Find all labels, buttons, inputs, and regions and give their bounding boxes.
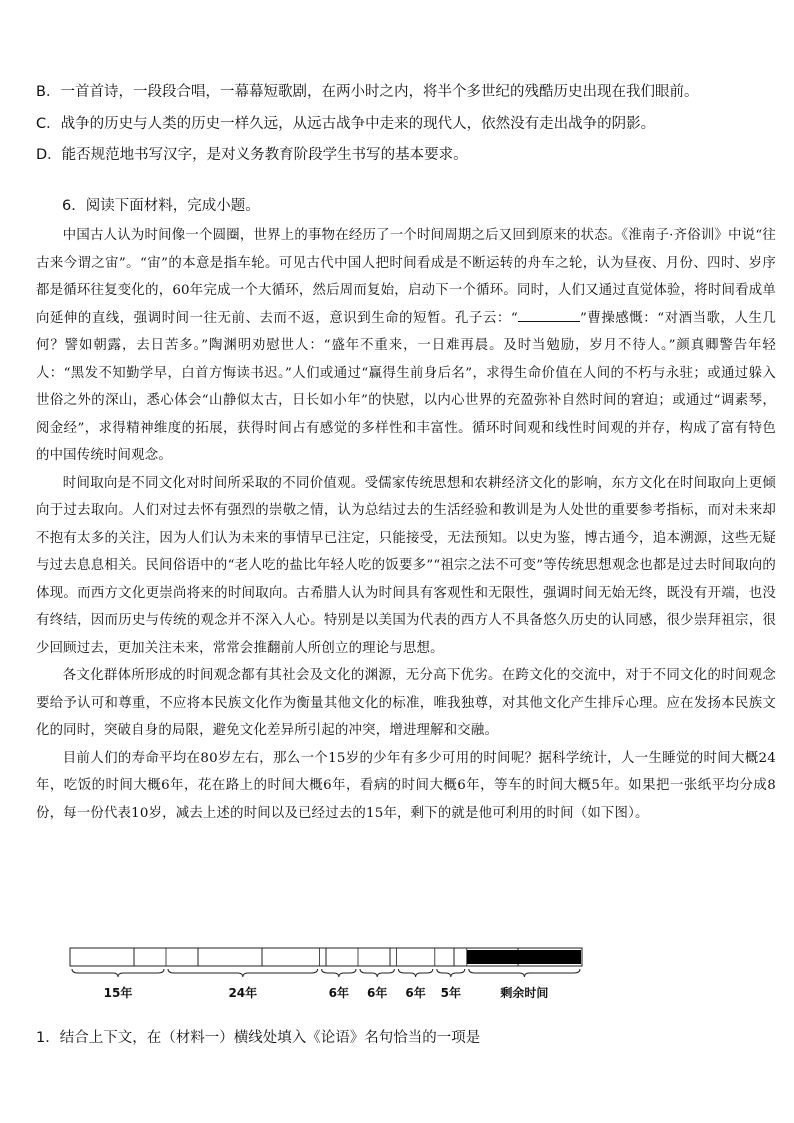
- segment-label: 5年: [440, 986, 461, 1000]
- passage-paragraph-3: 各文化群体所形成的时间观念都有其社会及文化的渊源，无分高下优劣。在跨文化的交流中，对于不同文化的时间观念要给予认可和尊重，不应将本民族文化作为衡量其他文化的标准，唯我独尊，对其他文化产生排斥心理。应在发扬本民族文化的同时，突破自身的局限，避免文化差异所引起的冲突，增进理解和交融。: [36, 668, 776, 738]
- segment-label: 15年: [103, 986, 133, 1000]
- segment-label: 6年: [367, 986, 388, 1000]
- passage-paragraph-1: [36, 222, 776, 470]
- question-heading: 6．阅读下面材料，完成小题。: [62, 198, 260, 214]
- fill-in-blank[interactable]: [518, 307, 580, 322]
- segment-brace: [72, 969, 164, 977]
- segment-label: 6年: [328, 986, 349, 1000]
- segment-brace: [168, 969, 318, 977]
- passage-paragraph-2: 时间取向是不同文化对时间所采取的不同价值观。受儒家传统思想和农耕经济文化的影响，东方文化在时间取向上更倾向于过去取向。人们对过去怀有强烈的崇敬之情，认为总结过去的生活经验和教训是为人处世的重要参考指标，而对未来却不抱有太多的关注，因为人们认为未来的事情早已注定，只能接受，无法预知。以史为鉴，博古通今，追本溯源，这些无疑与过去息息相关。民间俗语中的“老人吃的盐比年轻人吃的饭要多”“祖宗之法不可变”等传统思想观念也都是过去时间取向的体现。而西方文化更崇尚将来的时间取向。古希腊人认为时间具有客观性和无限性，强调时间无始无终，既没有开端，也没有终结，因而历史与传统的观念并不深入人心。特别是以美国为代表的西方人不具备悠久历史的认同感，很少崇拜祖宗，很少回顾过去，更加关注未来，常常会推翻前人所创立的理论与思想。: [36, 475, 776, 656]
- timeline-braces: [72, 969, 580, 977]
- segment-brace: [437, 969, 465, 977]
- segment-brace: [322, 969, 356, 977]
- passage-p1-part-a: 中国古人认为时间像一个圆圈，世界上的事物在经历了一个时间周期之后又回到原来的状态。《淮南子·齐俗训》中说“往古来今谓之宙”。“宙”的本意是指车轮。可见古代中国人把时间看成是不断运转的舟车之轮，认为昼夜、月份、四时、岁序都是循环往复变化的，60年完成一个大循环，然后周而复始，启动下一个循环。同时，人们又通过直觉体验，将时间看成单向延伸的直线，强调时间一往无前、去而不返，意识到生命的短暂。孔子云：“: [36, 228, 776, 326]
- segment-label: 6年: [405, 986, 426, 1000]
- segment-brace: [398, 969, 432, 977]
- segment-brace: [360, 969, 394, 977]
- segment-brace: [469, 969, 580, 977]
- sub-question-1: 1．结合上下文，在（材料一）横线处填入《论语》名句恰当的一项是: [36, 1030, 481, 1046]
- timeline-bar: [70, 948, 582, 966]
- option-c: C．战争的历史与人类的历史一样久远，从远古战争中走来的现代人，依然没有走出战争的阴影。: [36, 116, 656, 132]
- timeline-labels: [104, 985, 549, 1000]
- passage-paragraph-4: 目前人们的寿命平均在80岁左右，那么一个15岁的少年有多少可用的时间呢？据科学统计，人一生睡觉的时间大概24年，吃饭的时间大概6年，花在路上的时间大概6年，看病的时间大概6年，等车的时间大概5年。如果把一张纸平均分成8份，每一份代表10岁，减去上述的时间以及已经过去的15年，剩下的就是他可利用的时间（如下图）。: [36, 750, 776, 821]
- remaining-time-fill: [467, 950, 581, 964]
- option-b: B．一首首诗，一段段合唱，一幕幕短歌剧，在两小时之内，将半个多世纪的残酷历史出现在我们眼前。: [36, 84, 699, 100]
- option-d: D．能否规范地书写汉字，是对义务教育阶段学生书写的基本要求。: [36, 147, 468, 163]
- life-time-diagram: [60, 938, 600, 1018]
- segment-label: 24年: [228, 986, 258, 1000]
- reading-passage: [36, 222, 776, 827]
- passage-p1-part-b: ”曹操感慨：“对酒当歌，人生几何？譬如朝露，去日苦多。”陶渊明劝慰世人：“盛年不重来，一日难再晨。及时当勉励，岁月不待人。”颜真卿警告年轻人：“黑发不知勤学早，白首方悔读书迟。”人们或通过“赢得生前身后名”，求得生命价值在人间的不朽与永驻；或通过躲入世俗之外的深山，悉心体会“山静似太古，日长如小年”的快慰，以内心世界的充盈弥补自然时间的窘迫；或通过“调素琴，阅金经”，求得精神维度的拓展，获得时间占有感觉的多样性和丰富性。循环时间观和线性时间观的并存，构成了富有特色的中国传统时间观念。: [36, 310, 776, 463]
- segment-label: 剩余时间: [500, 986, 549, 1000]
